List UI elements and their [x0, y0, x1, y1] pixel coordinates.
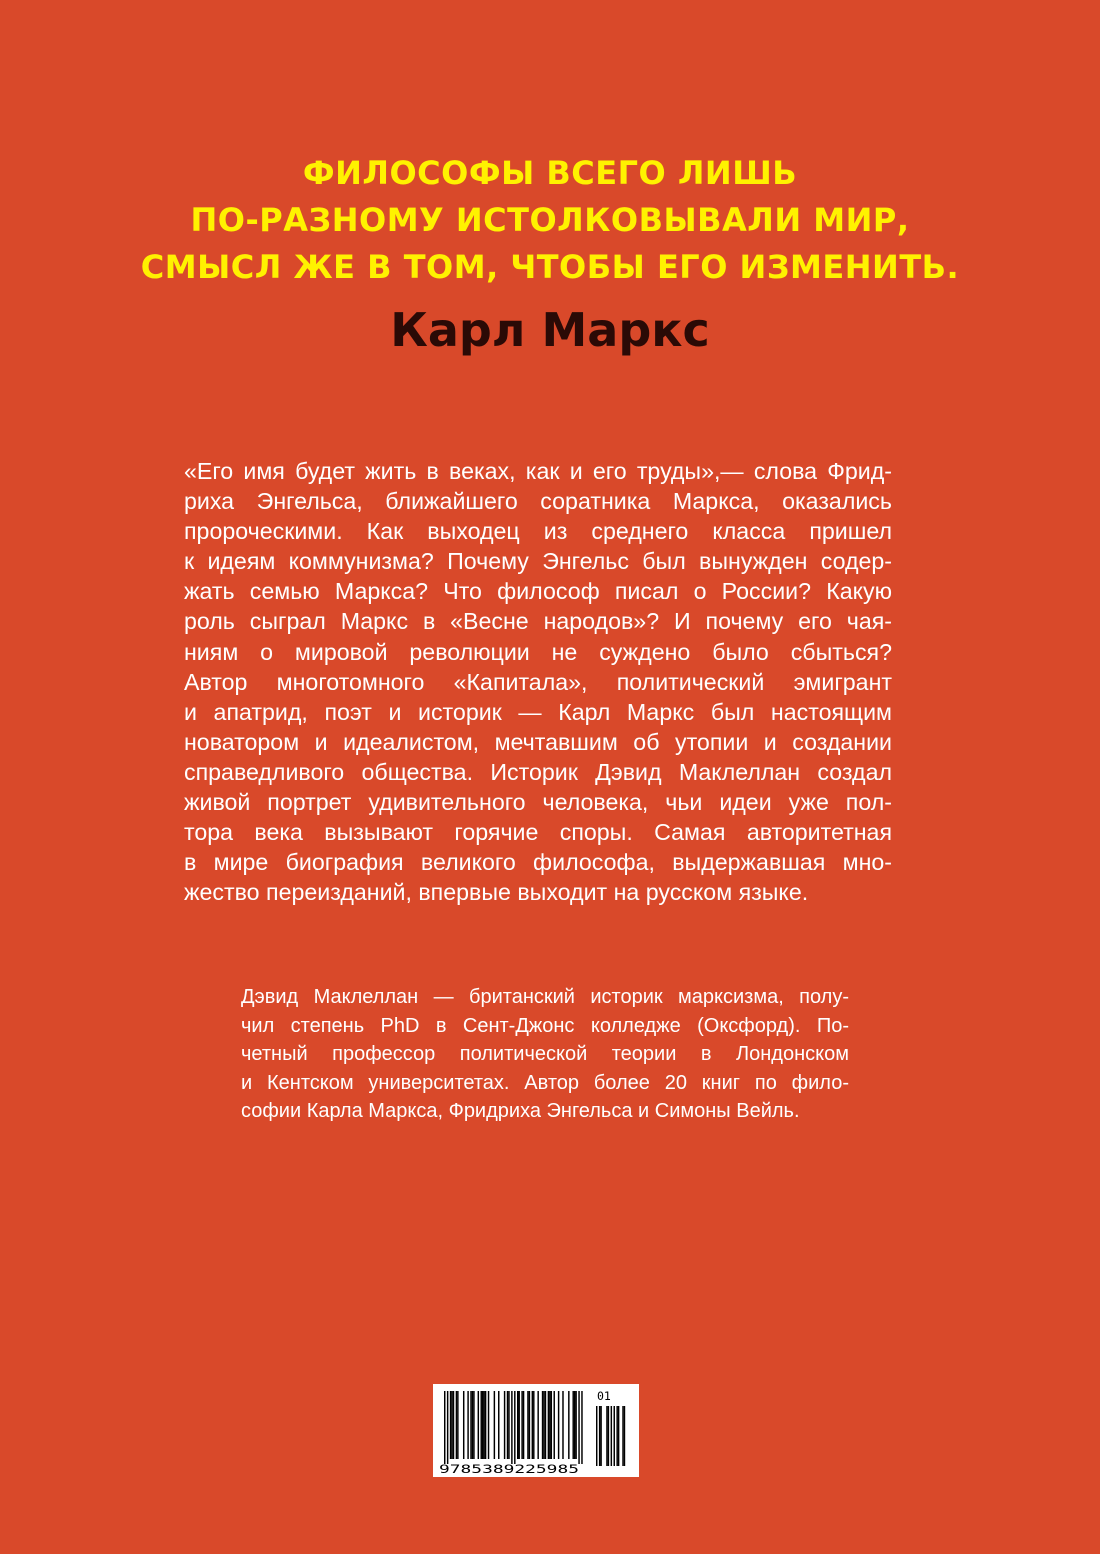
barcode-bar — [529, 1391, 530, 1459]
barcode-addon-bar — [624, 1406, 625, 1466]
barcode-bar — [514, 1391, 515, 1464]
barcode-bar — [488, 1391, 489, 1459]
barcode-bar — [517, 1391, 518, 1459]
description-line: жать семью Маркса? Что философ писал о России? Какую — [184, 578, 892, 605]
barcode-bar — [575, 1391, 576, 1459]
description-line: ниям о мировой революции не суждено было сбыться? — [184, 638, 892, 665]
description-line: жество переизданий, впервые выходит на русском языке. — [184, 879, 809, 906]
description-line: в мире биография великого философа, выдержавшая мно- — [184, 849, 892, 876]
barcode-bar — [532, 1391, 533, 1459]
description-line: пророческими. Как выходец из среднего класса пришел — [184, 518, 892, 545]
barcode-bar — [568, 1391, 569, 1459]
barcode-bar — [554, 1391, 555, 1459]
barcode-bar — [518, 1391, 519, 1459]
barcode-bar — [447, 1391, 448, 1464]
barcode-bar — [498, 1391, 499, 1459]
bio-line: софии Карла Маркса, Фридриха Энгельса и Симоны Вейль. — [241, 1100, 800, 1123]
author-bio — [241, 983, 849, 1126]
barcode-addon-bar — [611, 1406, 612, 1466]
bio-line: и Кентском университетах. Автор более 20 книг по фило- — [241, 1071, 849, 1094]
isbn-barcode — [433, 1384, 639, 1477]
barcode-bar — [558, 1391, 559, 1459]
barcode-addon-bar — [614, 1406, 615, 1466]
description-line: справедливого общества. Историк Дэвид Маклеллан создал — [184, 758, 892, 785]
description-line: новатором и идеалистом, мечтавшим об утопии и создании — [184, 728, 892, 755]
bio-line: чил степень PhD в Сент-Джонс колледже (Оксфорд). По- — [241, 1014, 849, 1037]
description-line: тора века вызывают горячие споры. Самая авторитетная — [184, 819, 892, 846]
barcode-bar — [467, 1391, 468, 1459]
barcode-addon-bar — [616, 1406, 617, 1466]
description-line: риха Энгельса, ближайшего соратника Маркса, оказались — [184, 488, 892, 515]
barcode-bar — [485, 1391, 486, 1459]
barcode-bar — [451, 1391, 452, 1459]
barcode-bar — [521, 1391, 522, 1459]
barcode-addon-bar — [618, 1406, 619, 1466]
book-description — [184, 456, 892, 907]
barcode-bar — [543, 1391, 544, 1459]
barcode-addon-bar — [596, 1406, 597, 1466]
barcode-bar — [527, 1391, 528, 1459]
epigraph-line-2: ПО-РАЗНОМУ ИСТОЛКОВЫВАЛИ МИР, — [190, 201, 910, 239]
barcode-bar — [450, 1391, 451, 1459]
barcode-addon-bars — [596, 1406, 625, 1466]
epigraph-line-3: СМЫСЛ ЖЕ В ТОМ, ЧТОБЫ ЕГО ИЗМЕНИТЬ. — [140, 248, 960, 286]
barcode-bar — [478, 1391, 479, 1459]
barcode-addon-bar — [622, 1406, 623, 1466]
barcode-bar — [507, 1391, 508, 1459]
barcode-bar — [542, 1391, 543, 1459]
bio-line: четный профессор политической теории в Лондонском — [241, 1043, 849, 1066]
barcode-addon-digits: 01 — [597, 1389, 611, 1403]
barcode-bar — [444, 1391, 445, 1464]
barcode-main-bars — [444, 1391, 583, 1464]
barcode-addon-bar — [600, 1406, 601, 1466]
barcode-bar — [533, 1391, 534, 1459]
barcode-bar — [537, 1391, 538, 1459]
epigraph-quote — [0, 150, 1100, 291]
barcode-bar — [578, 1391, 579, 1464]
barcode-graphic — [433, 1384, 639, 1477]
barcode-bar — [572, 1391, 573, 1459]
barcode-bar — [472, 1391, 473, 1459]
barcode-bar — [494, 1391, 495, 1459]
description-line: живой портрет удивительного человека, чьи идеи уже пол- — [184, 789, 892, 816]
barcode-bar — [473, 1391, 474, 1459]
barcode-bar — [548, 1391, 549, 1459]
barcode-bar — [470, 1391, 471, 1459]
quote-author: Карл Маркс — [390, 303, 710, 357]
barcode-bar — [453, 1391, 454, 1459]
barcode-bar — [457, 1391, 458, 1459]
barcode-bar — [463, 1391, 464, 1459]
barcode-bar — [481, 1391, 482, 1459]
barcode-bar — [456, 1391, 457, 1459]
barcode-bar — [551, 1391, 552, 1459]
barcode-bar — [482, 1391, 483, 1459]
description-line: и апатрид, поэт и историк — Карл Маркс был настоящим — [184, 698, 892, 725]
barcode-bar — [581, 1391, 582, 1464]
barcode-bar — [545, 1391, 546, 1459]
barcode-addon-bar — [608, 1406, 609, 1466]
description-line: Автор многотомного «Капитала», политический эмигрант — [184, 668, 892, 695]
bio-line: Дэвид Маклеллан — британский историк марксизма, полу- — [241, 986, 849, 1008]
epigraph-line-1: ФИЛОСОФЫ ВСЕГО ЛИШЬ — [302, 154, 798, 192]
barcode-bar — [562, 1391, 563, 1459]
barcode-addon-bar — [606, 1406, 607, 1466]
description-line: к идеям коммунизма? Почему Энгельс был вынужден содер- — [184, 548, 892, 575]
barcode-bar — [511, 1391, 512, 1464]
barcode-bar — [574, 1391, 575, 1459]
barcode-bar — [523, 1391, 524, 1459]
description-line: «Его имя будет жить в веках, как и его труды»,— слова Фрид- — [184, 458, 892, 484]
barcode-bar — [483, 1391, 484, 1459]
barcode-bar — [549, 1391, 550, 1459]
barcode-bar — [504, 1391, 505, 1459]
description-line: роль сыграл Маркс в «Весне народов»? И почему его чая- — [184, 608, 892, 635]
barcode-addon-bar — [599, 1406, 600, 1466]
barcode-bar — [508, 1391, 509, 1459]
barcode-digits: 9785389225985 — [439, 1462, 579, 1476]
